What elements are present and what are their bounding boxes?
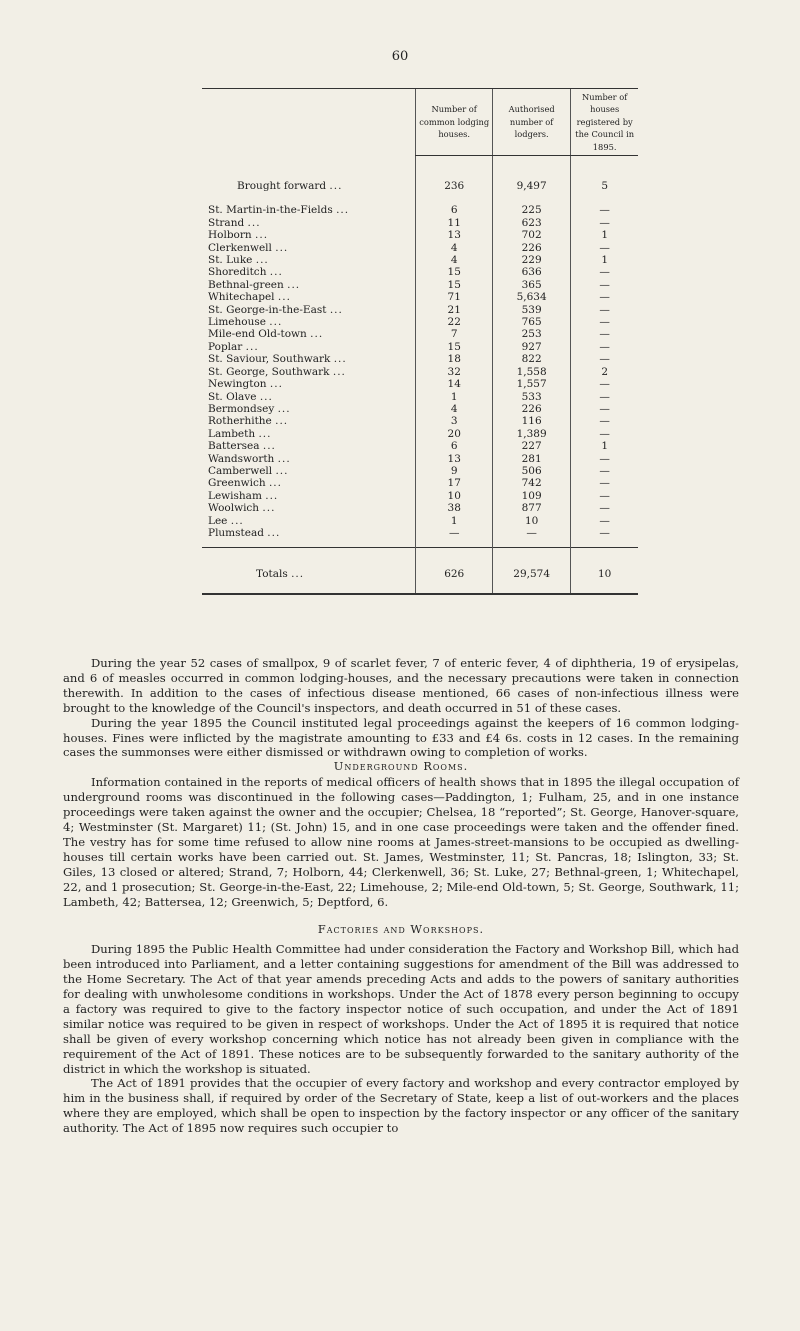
lodgers-cell: 226 — [492, 403, 570, 415]
lodgers-cell: 623 — [492, 217, 570, 229]
houses-cell: 4 — [416, 242, 492, 254]
registered-cell: — — [571, 527, 638, 539]
table-row — [202, 366, 638, 378]
district-cell: St. Saviour, Southwark ... — [208, 353, 347, 366]
houses-cell: 11 — [416, 217, 492, 229]
registered-cell: — — [571, 304, 638, 316]
district-cell: Strand ... — [208, 216, 261, 229]
registered-cell: — — [571, 353, 638, 365]
table-row — [202, 453, 638, 465]
registered-cell: 5 — [571, 156, 638, 205]
district-cell: Camberwell ... — [208, 464, 289, 477]
registered-cell: — — [571, 341, 638, 353]
district-cell: Greenwich ... — [208, 477, 282, 490]
lodgers-cell: 253 — [492, 328, 570, 340]
district-column-header — [202, 89, 416, 156]
district-cell: Newington ... — [208, 378, 283, 391]
registered-cell: — — [571, 453, 638, 465]
houses-cell: 4 — [416, 254, 492, 266]
lodgers-column-header: Authorised number of lodgers. — [492, 89, 570, 156]
houses-cell: — — [416, 527, 492, 539]
registered-cell: — — [571, 490, 638, 502]
table-row — [202, 254, 638, 266]
totals-row — [202, 548, 638, 594]
registered-cell: — — [571, 477, 638, 489]
district-cell: Mile-end Old-town ... — [208, 328, 324, 341]
houses-cell: 32 — [416, 366, 492, 378]
lodging-houses-table — [202, 88, 638, 595]
houses-cell: 38 — [416, 502, 492, 514]
houses-cell: 20 — [416, 428, 492, 440]
table-header-row — [202, 89, 638, 156]
houses-cell: 10 — [416, 490, 492, 502]
district-cell: Lewisham ... — [208, 489, 279, 502]
houses-cell: 7 — [416, 328, 492, 340]
lodgers-cell: 636 — [492, 266, 570, 278]
row-label: Brought forward ... — [237, 179, 343, 192]
table-row — [202, 415, 638, 427]
spacer-row — [202, 539, 638, 548]
district-cell: St. Olave ... — [208, 390, 273, 403]
table-row — [202, 477, 638, 489]
table-row — [202, 204, 638, 216]
lodgers-cell: 1,557 — [492, 378, 570, 390]
lodgers-cell: 227 — [492, 440, 570, 452]
registered-cell: — — [571, 242, 638, 254]
table-row — [202, 316, 638, 328]
table-row — [202, 428, 638, 440]
district-cell: St. Martin-in-the-Fields ... — [208, 204, 350, 217]
table-row — [202, 391, 638, 403]
houses-cell: 3 — [416, 415, 492, 427]
table-row — [202, 490, 638, 502]
houses-cell: 4 — [416, 403, 492, 415]
table-row — [202, 378, 638, 390]
registered-cell: — — [571, 465, 638, 477]
table-row — [202, 217, 638, 229]
registered-cell: 10 — [571, 548, 638, 594]
lodgers-cell: 226 — [492, 242, 570, 254]
table-row — [202, 328, 638, 340]
houses-cell: 18 — [416, 353, 492, 365]
lodgers-cell: 702 — [492, 229, 570, 241]
district-cell: Woolwich ... — [208, 502, 276, 515]
houses-cell: 15 — [416, 266, 492, 278]
table-row — [202, 527, 638, 539]
lodgers-cell: 229 — [492, 254, 570, 266]
registered-cell: — — [571, 217, 638, 229]
registered-cell: — — [571, 328, 638, 340]
houses-cell: 13 — [416, 229, 492, 241]
houses-cell: 9 — [416, 465, 492, 477]
district-cell: Clerkenwell ... — [208, 241, 289, 254]
table-row — [202, 304, 638, 316]
houses-column-header: Number of common lodging houses. — [416, 89, 492, 156]
section-heading: Underground Rooms. — [333, 760, 469, 774]
registered-cell: — — [571, 378, 638, 390]
registered-cell: — — [571, 391, 638, 403]
district-cell: Rotherhithe ... — [208, 415, 289, 428]
registered-cell: — — [571, 291, 638, 303]
table-row — [202, 242, 638, 254]
paragraph: The Act of 1891 provides that the occupier of every factory and workshop and every contractor employed by him in the business shall, if required by order of the Secretary of State, keep a list of out-workers and the places where they are employed, which shall be open to inspection by the factory inspector or any officer of the sanitary authority. The Act of 1895 now requires such occupier to — [63, 1076, 739, 1136]
lodgers-cell: 927 — [492, 341, 570, 353]
houses-cell: 15 — [416, 279, 492, 291]
registered-cell: — — [571, 428, 638, 440]
table-row — [202, 266, 638, 278]
lodgers-cell: 109 — [492, 490, 570, 502]
table-row — [202, 291, 638, 303]
row-label: Totals ... — [202, 548, 416, 594]
district-cell: Lambeth ... — [208, 427, 272, 440]
table-row — [202, 353, 638, 365]
lodgers-cell: 281 — [492, 453, 570, 465]
district-cell: Limehouse ... — [208, 316, 283, 329]
brought-forward-row — [202, 156, 638, 205]
lodgers-cell: 5,634 — [492, 291, 570, 303]
houses-cell: 6 — [416, 204, 492, 216]
table-row — [202, 502, 638, 514]
district-cell: Whitechapel ... — [208, 291, 291, 304]
lodgers-cell: 365 — [492, 279, 570, 291]
district-cell: Battersea ... — [208, 440, 276, 453]
lodgers-cell: 225 — [492, 204, 570, 216]
registered-cell: — — [571, 502, 638, 514]
houses-cell: 1 — [416, 515, 492, 527]
paragraph: During the year 52 cases of smallpox, 9 of scarlet fever, 7 of enteric fever, 4 of diphtheria, 19 of erysipelas, and 6 of measles occurred in common lodging-houses, and the necessary precautions were taken in connection therewith. In addition to the cases of infectious disease mentioned, 66 cases of non-infectious illness were brought to the knowledge of the Council's inspectors, and death occurred in 51 of these cases. — [63, 656, 739, 715]
paragraph: During 1895 the Public Health Committee had under consideration the Factory and Workshop Bill, which had been introduced into Parliament, and a letter containing suggestions for amendment of the Bill was addressed to the Home Secretary. The Act of that year amends preceding Acts and adds to the powers of sanitary authorities for dealing with unwholesome conditions in workshops. Under the Act of 1878 every person beginning to occupy a factory was required to give to the factory inspector notice of such occupation, and under the Act of 1891 similar notice was required to be given in respect of workshops. Under the Act of 1895 it is required that notice shall be given of every workshop concerning which notice has not already been given in compliance with the requirement of the Act of 1891. These notices are to be subsequently forwarded to the sanitary authority of the district in which the workshop is situated. — [63, 942, 739, 1076]
registered-cell: — — [571, 204, 638, 216]
houses-cell: 17 — [416, 477, 492, 489]
paragraph: Information contained in the reports of medical officers of health shows that in 1895 the illegal occupation of underground rooms was discontinued in the following cases—Paddington, 1; Fulham, 25, and in one instance proceedings were taken against the owner and the occupier; Chelsea, 18 “reported”; St. George, Hanover-square, 4; Westminster (St. Margaret) 11; (St. John) 15, and in one case proceedings were taken and the offender fined. The vestry has for some time refused to allow nine rooms at James-street-mansions to be occupied as dwelling-houses till certain works have been carried out. St. James, Westminster, 11; St. Pancras, 18; Islington, 33; St. Giles, 13 closed or altered; Strand, 7; Holborn, 44; Clerkenwell, 36; St. Luke, 27; Bethnal-green, 1; Whitechapel, 22, and 1 prosecution; St. George-in-the-East, 22; Limehouse, 2; Mile-end Old-town, 5; St. George, Southwark, 11; Lambeth, 42; Battersea, 12; Greenwich, 5; Deptford, 6. — [63, 775, 739, 909]
district-cell: Bethnal-green ... — [208, 278, 301, 291]
houses-cell: 236 — [416, 156, 492, 205]
lodgers-cell: 1,558 — [492, 366, 570, 378]
registered-cell: — — [571, 403, 638, 415]
houses-cell: 1 — [416, 391, 492, 403]
district-cell: Holborn ... — [208, 229, 269, 242]
table-row — [202, 279, 638, 291]
houses-cell: 13 — [416, 453, 492, 465]
houses-cell: 22 — [416, 316, 492, 328]
body-text — [63, 656, 739, 1136]
registered-cell: 1 — [571, 229, 638, 241]
section-heading: Factories and Workshops. — [317, 923, 485, 937]
table-row — [202, 403, 638, 415]
district-cell: St. George-in-the-East ... — [208, 303, 343, 316]
registered-cell: 1 — [571, 254, 638, 266]
lodgers-cell: 877 — [492, 502, 570, 514]
lodgers-cell: 1,389 — [492, 428, 570, 440]
lodgers-cell: 765 — [492, 316, 570, 328]
district-cell: Lee ... — [208, 514, 244, 527]
registered-column-header: Number of houses registered by the Council in 1895. — [571, 89, 638, 156]
lodgers-cell: 742 — [492, 477, 570, 489]
registered-cell: 2 — [571, 366, 638, 378]
lodgers-cell: 533 — [492, 391, 570, 403]
lodgers-cell: 116 — [492, 415, 570, 427]
district-cell: St. George, Southwark ... — [208, 365, 346, 378]
district-cell: Wandsworth ... — [208, 452, 291, 465]
houses-cell: 6 — [416, 440, 492, 452]
table-row — [202, 465, 638, 477]
district-cell: Plumstead ... — [208, 526, 281, 539]
lodgers-cell: 506 — [492, 465, 570, 477]
houses-cell: 21 — [416, 304, 492, 316]
district-cell: St. Luke ... — [208, 254, 269, 267]
houses-cell: 15 — [416, 341, 492, 353]
page-number: 60 — [391, 49, 409, 64]
registered-cell: — — [571, 266, 638, 278]
district-cell: Poplar ... — [208, 340, 259, 353]
district-cell: Bermondsey ... — [208, 402, 291, 415]
paragraph: During the year 1895 the Council instituted legal proceedings against the keepers of 16 common lodging-houses. Fines were inflicted by the magistrate amounting to £33 and £4 6s. costs in 12 cases. In the remaining cases the summonses were either dismissed or withdrawn owing to completion of works. — [63, 715, 739, 760]
registered-cell: — — [571, 279, 638, 291]
registered-cell: — — [571, 415, 638, 427]
houses-cell: 626 — [416, 548, 492, 594]
table-row — [202, 515, 638, 527]
lodgers-cell: — — [492, 527, 570, 539]
table-row — [202, 440, 638, 452]
table-row — [202, 229, 638, 241]
lodgers-cell: 822 — [492, 353, 570, 365]
lodgers-cell: 29,574 — [492, 548, 570, 594]
registered-cell: — — [571, 515, 638, 527]
lodgers-cell: 10 — [492, 515, 570, 527]
houses-cell: 71 — [416, 291, 492, 303]
district-cell: Shoreditch ... — [208, 266, 283, 279]
lodgers-cell: 9,497 — [492, 156, 570, 205]
lodgers-cell: 539 — [492, 304, 570, 316]
table-row — [202, 341, 638, 353]
registered-cell: 1 — [571, 440, 638, 452]
registered-cell: — — [571, 316, 638, 328]
houses-cell: 14 — [416, 378, 492, 390]
